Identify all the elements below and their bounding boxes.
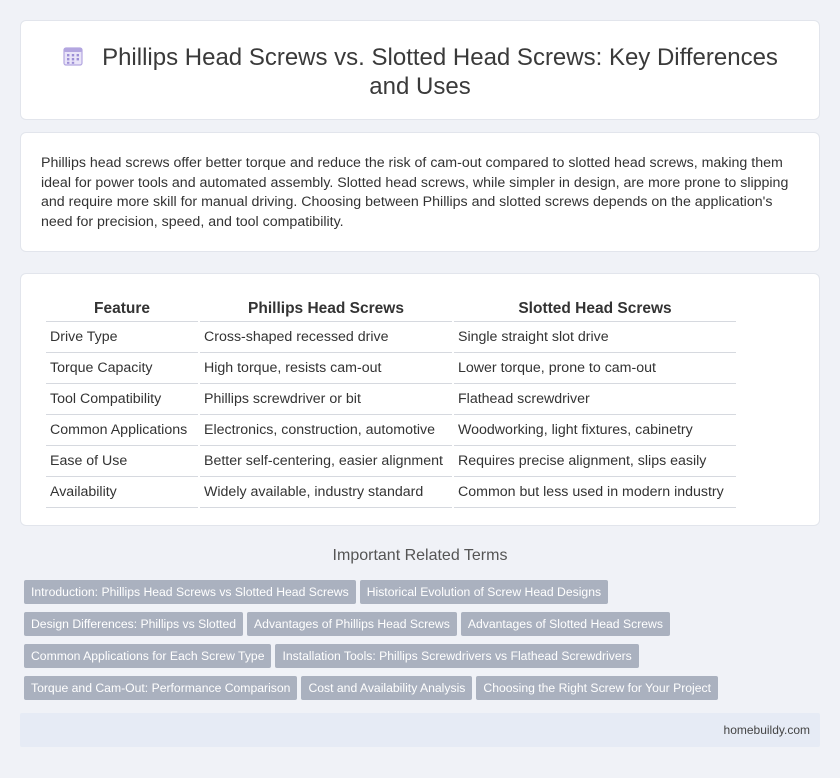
column-header-feature: Feature — [46, 296, 198, 322]
table-cell: Common but less used in modern industry — [454, 477, 736, 508]
table-row — [46, 446, 736, 477]
table-cell: Cross-shaped recessed drive — [200, 322, 452, 353]
table-cell: Ease of Use — [46, 446, 198, 477]
table-row — [46, 353, 736, 384]
table-row — [46, 415, 736, 446]
related-term-tag[interactable]: Choosing the Right Screw for Your Project — [476, 676, 718, 700]
table-cell: Requires precise alignment, slips easily — [454, 446, 736, 477]
title-card — [20, 20, 820, 120]
intro-paragraph: Phillips head screws offer better torque and reduce the risk of cam-out compared to slotted head screws, making them ideal for power tools and automated assembly. Slotted head screws, while simpler in design, are more prone to slipping and require more skill for manual driving. Choosing between Phillips and slotted screws depends on the application's need for precision, speed, and tool compatibility. — [41, 155, 789, 230]
related-terms-list — [24, 580, 824, 708]
table-cell: Flathead screwdriver — [454, 384, 736, 415]
table-row — [46, 384, 736, 415]
comparison-table — [44, 296, 738, 508]
related-term-tag[interactable]: Installation Tools: Phillips Screwdrivers vs Flathead Screwdrivers — [275, 644, 638, 668]
table-header-row — [46, 296, 736, 322]
table-cell: Better self-centering, easier alignment — [200, 446, 452, 477]
intro-card — [20, 132, 820, 252]
related-term-tag[interactable]: Historical Evolution of Screw Head Designs — [360, 580, 608, 604]
table-cell: Lower torque, prone to cam-out — [454, 353, 736, 384]
footer — [20, 713, 820, 747]
table-cell: High torque, resists cam-out — [200, 353, 452, 384]
table-cell: Widely available, industry standard — [200, 477, 452, 508]
page-title: Phillips Head Screws vs. Slotted Head Screws: Key Differences and Uses — [102, 44, 778, 100]
table-cell: Drive Type — [46, 322, 198, 353]
table-cell: Single straight slot drive — [454, 322, 736, 353]
table-row — [46, 322, 736, 353]
table-cell: Torque Capacity — [46, 353, 198, 384]
footer-site-name: homebuildy.com — [723, 723, 810, 737]
tag-row — [24, 676, 824, 708]
tag-row — [24, 580, 824, 612]
related-term-tag[interactable]: Cost and Availability Analysis — [301, 676, 472, 700]
table-row — [46, 477, 736, 508]
tag-row — [24, 644, 824, 676]
table-cell: Phillips screwdriver or bit — [200, 384, 452, 415]
related-term-tag[interactable]: Advantages of Phillips Head Screws — [247, 612, 457, 636]
table-cell: Electronics, construction, automotive — [200, 415, 452, 446]
calendar-icon — [62, 45, 84, 67]
related-term-tag[interactable]: Design Differences: Phillips vs Slotted — [24, 612, 243, 636]
page-title-wrap — [61, 43, 779, 101]
table-cell: Availability — [46, 477, 198, 508]
column-header-phillips: Phillips Head Screws — [200, 296, 452, 322]
related-term-tag[interactable]: Torque and Cam-Out: Performance Comparison — [24, 676, 297, 700]
related-term-tag[interactable]: Introduction: Phillips Head Screws vs Slotted Head Screws — [24, 580, 356, 604]
related-term-tag[interactable]: Common Applications for Each Screw Type — [24, 644, 271, 668]
table-cell: Tool Compatibility — [46, 384, 198, 415]
column-header-slotted: Slotted Head Screws — [454, 296, 736, 322]
related-terms-heading: Important Related Terms — [332, 547, 508, 564]
related-term-tag[interactable]: Advantages of Slotted Head Screws — [461, 612, 670, 636]
tag-row — [24, 612, 824, 644]
table-cell: Common Applications — [46, 415, 198, 446]
table-cell: Woodworking, light fixtures, cabinetry — [454, 415, 736, 446]
comparison-card — [20, 273, 820, 526]
